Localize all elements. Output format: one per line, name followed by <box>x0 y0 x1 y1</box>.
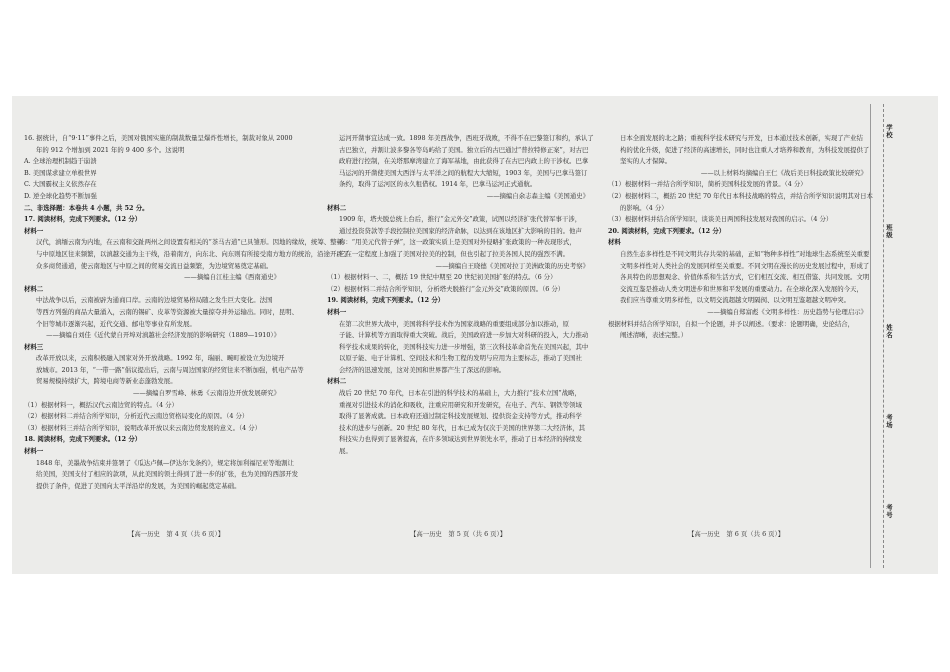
text-line: 日本全面发展的北之路；重视科学技术研究与开发，日本通过技术创新，实现了产业结 <box>620 134 863 142</box>
text-line: 众多商贸通道，使云南地区与中原之间的贸易交流日益频繁，为边境贸易奠定基础。 <box>36 261 273 270</box>
text-line: 给美国，美国支付了相应的款项，从此美国的领土得到了进一步的扩张，也为美国的西部开发 <box>36 470 299 479</box>
text-line: 会经济的迅速发展，这对美国和世界都产生了深远的影响。 <box>339 365 506 374</box>
text-line: 材料三 <box>24 342 44 351</box>
text-line: ——摘编自罗雪峰、林勇《云南沿边开放发展研究》 <box>133 389 280 398</box>
text-line: 古巴独立，并割让波多黎各等岛屿给了美国。独立后的古巴通过“普拉特修正案”，对古巴 <box>339 145 589 154</box>
text-line: 1909 年，塔夫脱总统上台后，推行“金元外交”政策，试图以经济扩张代替军事干涉， <box>339 215 582 224</box>
footer-page-6: 【高一历史 第 6 页（共 6 页）】 <box>688 530 785 538</box>
text-line: 个旧等城市逐渐兴起，近代交通、邮电等事业有所发展。 <box>36 319 196 328</box>
column-page-4 <box>24 133 350 492</box>
strip-label: 考号 <box>885 504 893 519</box>
text-line: 展。 <box>339 447 352 456</box>
text-line: 的影响。（4 分） <box>620 203 668 212</box>
text-line: 文明多样性对人类社会的发展同样至关重要。不同文明在漫长的历史发展过程中，形成了 <box>620 261 870 270</box>
text-line: 材料一 <box>24 226 44 235</box>
text-line: A. 全球治理机制趋于崩溃 <box>24 157 97 166</box>
text-line: 材料二 <box>24 284 44 293</box>
text-line: 材料一 <box>24 447 44 456</box>
text-line: （3）根据材料三并结合所学知识，说明改革开放以来云南边贸发展的意义。（4 分） <box>24 423 262 432</box>
text-line: 中法战争以后，云南被辟为通商口岸。云南的边境贸易格局随之发生巨大变化。法国 <box>36 296 273 305</box>
text-line: 材料二 <box>327 377 347 386</box>
text-line: 18. 阅读材料，完成下列要求。（12 分） <box>24 435 142 444</box>
strip-label: 姓名 <box>885 324 893 339</box>
text-line: 通过投资贷款等手段控制拉美国家的经济命脉，以达到在该地区扩大影响的目的。他声 <box>339 226 582 235</box>
text-line: 20. 阅读材料，完成下列要求。（12 分） <box>608 226 726 235</box>
text-line: 子能、计算机等方面取得重大突破。战后，美国政府进一步加大对科研的投入，大力推动 <box>339 331 589 340</box>
text-line: C. 大国霸权主义依然存在 <box>24 180 97 189</box>
text-line: 19. 阅读材料，完成下列要求。（12 分） <box>327 296 445 305</box>
text-line: 重视对引进技术的消化和吸收，注重应用研究和开发研究，在电子、汽车、钢铁等领域 <box>339 400 582 409</box>
text-line: 二、非选择题：本卷共 4 小题，共 52 分。 <box>24 203 149 212</box>
text-line: 战后 20 世纪 70 年代，日本在引进的科学技术的基础上，大力推行“技术立国”战略， <box>339 389 581 398</box>
text-line: 17. 阅读材料，完成下列要求。（12 分） <box>24 215 142 224</box>
text-line: 根据材料并结合所学知识，自拟一个论题，并予以阐述。（要求：论题明确，史论结合， <box>608 319 855 328</box>
text-line: 贸易规模持续扩大，跨境电商等新业态蓬勃发展。 <box>36 377 177 386</box>
text-line: ——摘编自王晓德《美国对拉丁美洲政策的历史考察》 <box>435 261 589 270</box>
text-line: （2）根据材料二，概括 20 世纪 70 年代日本科技战略的特点，并结合所学知识说明其对日本 <box>608 191 873 200</box>
strip-label: 学校 <box>885 124 893 139</box>
text-line: ——摘编自郑富彪《文明多样性：历史趋势与伦理启示》 <box>707 307 867 316</box>
text-line: 16. 据统计，自“9·11”事件之后，美国对俄国实施的制裁数量呈爆炸性增长，制裁对象从 2000 <box>24 134 293 142</box>
text-line: 科技实力也得到了显著提高，在许多领域达到世界领先水平，推动了日本经济的持续发 <box>339 435 582 444</box>
footer-page-4: 【高一历史 第 4 页（共 6 页）】 <box>128 530 225 538</box>
text-line: 坚实的人才保障。 <box>620 157 672 166</box>
text-line: 技术的进步与创新。20 世纪 80 年代，日本已成为仅次于美国的世界第二大经济体，其 <box>339 423 586 432</box>
strip-label: 班级 <box>885 224 893 239</box>
text-line: 交流互鉴是推动人类文明进步和世界和平发展的重要动力。在全球化深入发展的今天， <box>620 284 863 293</box>
text-line: ——摘编自余志森主编《美国通史》 <box>486 191 589 200</box>
text-line: 提供了条件，促进了美国向太平洋沿岸的发展，为美国的崛起奠定基础。 <box>36 481 241 490</box>
text-line: （1）根据材料一并结合所学知识，简析美国科技发展的背景。（4 分） <box>608 180 807 189</box>
text-line: 条约，取得了运河区的永久租借权。1914 年，巴拿马运河正式通航。 <box>339 180 537 189</box>
footer-page-5: 【高一历史 第 5 页（共 6 页）】 <box>410 530 507 538</box>
text-line: 材料 <box>608 238 621 247</box>
text-line: 改革开放以来，云南积极融入国家对外开放战略。1992 年，瑞丽、畹町被设立为边境开 <box>36 354 285 363</box>
text-line: B. 美国谋求建立单极世界 <box>24 168 97 177</box>
text-line: 自然生态多样性是不同文明共存共荣的基础，正如“物种多样性”对地球生态系统至关重要， <box>620 249 876 258</box>
text-line: 年的 912 个增加到 2021 年的 9 400 多个。这说明 <box>36 145 185 154</box>
text-line: 科学技术成果的转化，美国科技实力进一步增强，第三次科技革命首先在美国兴起，其中 <box>339 342 589 351</box>
text-line: 材料一 <box>327 307 347 316</box>
text-line: （2）根据材料二并结合所学知识，分析近代云南边贸格局变化的原因。（4 分） <box>24 412 249 421</box>
text-line: 1848 年，美墨战争结束并签署了《瓜达卢佩—伊达尔戈条约》，规定将加利福尼亚等地割让 <box>36 458 294 467</box>
text-line: ——以上材料均摘编自王仁《战后美日科技政策比较研究》 <box>700 168 867 177</box>
text-line: 称：“用美元代替子弹”，这一政策实质上是美国对外侵略扩张政策的一种表现形式， <box>339 238 576 247</box>
text-line: 政府进行控制，在关塔那摩湾建立了海军基地，由此获得了在古巴内政上的干涉权。巴拿 <box>339 157 589 166</box>
text-line: 马运河的开凿使美国大西洋与太平洋之间的航程大大缩短，1903 年，美国与巴拿马签订 <box>339 168 588 177</box>
text-line: 构的优化升级，促进了经济的高速增长，同时也注重人才培养和教育，为科技发展提供了 <box>620 145 870 154</box>
text-line: 我们应当尊重文明多样性，以文明交流超越文明隔阂、以文明互鉴超越文明冲突。 <box>620 296 851 305</box>
text-line: 在第二次世界大战中，美国将科学技术作为国家战略的重要组成部分加以推动，原 <box>339 319 570 328</box>
text-line: 取得了显著成就。日本政府还通过制定科技发展规划、提供资金支持等方式，推动科学 <box>339 412 582 421</box>
strip-label: 考场 <box>885 414 893 429</box>
text-line: 材料二 <box>327 203 347 212</box>
text-line: （1）根据材料一，概括汉代云南边贸的特点。（4 分） <box>24 400 178 409</box>
text-line: ——摘编自刘佳《近代蒙自开埠对滇越社会经济发展的影响研究（1889—1910）》 <box>46 331 280 340</box>
text-line: ——摘编自江桂主编《西南通史》 <box>184 273 280 282</box>
text-line: 放城市。2013 年，“一带一路”倡议提出后，云南与周边国家的经贸往来不断加强，机电产品等 <box>36 365 304 374</box>
text-line: 等西方列强的商品大量涌入，云南的锡矿、皮革等资源被大量掠夺并外运输出。同时，昆明、 <box>36 307 299 316</box>
text-line: D. 逆全球化趋势不断加强 <box>24 191 97 200</box>
text-line: 它在一定程度上加强了美国对拉美的控制，但也引起了拉美各国人民的强烈不满。 <box>339 249 570 258</box>
binding-strip <box>870 104 911 568</box>
text-line: （2）根据材料二并结合所学知识，分析塔夫脱推行“金元外交”政策的原因。（6 分） <box>327 284 565 293</box>
text-line: 汉代，滇缅云南为内地，在云南和交趾两州之间设置有相关的“茶马古道”已具雏形。因地的缘故，统筹、整顿 <box>36 238 343 247</box>
text-line: 运河开凿事宜达成一致。1898 年美西战争，西班牙战败，不得不在巴黎签订和约，承认了 <box>339 134 594 142</box>
text-line: 各具特色的思想观念、价值体系和生活方式，它们相互交流、相互借鉴、共同发展。文明 <box>620 273 870 282</box>
text-line: 与中原地区往来频繁，以滇越交通为主干线，沿着南方，向东北、向东则有所接受南方地方的统治，沿途开辟了 <box>36 249 350 258</box>
seal-line <box>883 104 884 568</box>
text-line: （1）根据材料一、二，概括 19 世纪中期至 20 世纪初美国扩张的特点。（6 分） <box>327 273 557 282</box>
column-page-6 <box>608 133 876 342</box>
text-line: （3）根据材料并结合所学知识，谈谈美日两国科技发展对我国的启示。（4 分） <box>608 215 833 224</box>
text-line: 以原子能、电子计算机、空间技术和生物工程的发明与应用为主要标志，推动了美国社 <box>339 354 582 363</box>
text-line: 阐述清晰，表述完整。） <box>620 331 688 340</box>
column-page-5 <box>327 133 595 458</box>
